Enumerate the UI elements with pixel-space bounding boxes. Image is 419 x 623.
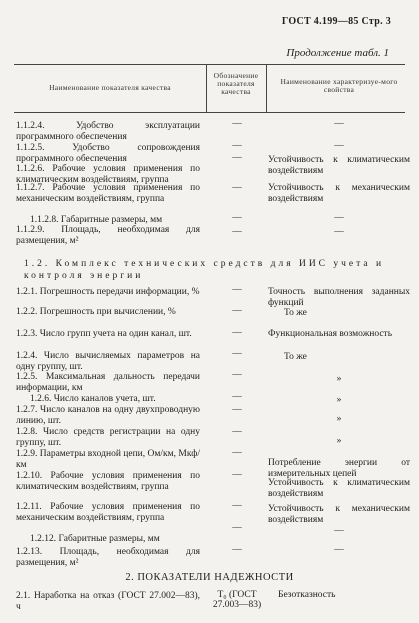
section-2-heading: 2. ПОКАЗАТЕЛИ НАДЕЖНОСТИ (125, 572, 294, 583)
column-header-quality-indicator: Наименование показателя качества (49, 83, 171, 92)
row-1-2-2-property: То же (284, 308, 307, 318)
row-1-2-5-property: » (336, 374, 342, 384)
row-1-2-3-name: 1.2.3. Число групп учета на один канал, шт. (16, 329, 192, 339)
row-1-2-6-name: 1.2.6. Число каналов учета, шт. (30, 394, 156, 404)
row-1-2-11-property: Устойчивость к механическим воздействиям (268, 504, 410, 525)
column-divider-2 (266, 64, 267, 112)
row-1-2-13-name-visible: 1.2.13. Площадь, необходимая для размещения, м² (16, 547, 200, 568)
row-1-1-2-6-name: 1.1.2.6. Рабочие условия применения по климатическим воздействиям, группа (16, 164, 200, 185)
table-continuation-label: Продолжение табл. 1 (286, 47, 389, 59)
row-1-2-1-name: 1.2.1. Погрешность передачи информации, % (16, 287, 200, 297)
table-header-rule (14, 112, 405, 113)
row-1-2-7-property: » (336, 414, 342, 424)
row-2-1-name: 2.1. Наработка на отказ (ГОСТ 27.002—83), ч (16, 591, 200, 612)
row-1-1-2-4-designation: — (232, 119, 242, 129)
row-1-2-8-property: » (336, 436, 342, 446)
row-1-1-2-9-property: — (334, 227, 344, 237)
row-1-2-13-property: — (334, 545, 344, 555)
row-1-1-2-7-property: Устойчивость к механическим воздействиям (268, 183, 410, 204)
row-1-1-2-4-property: — (334, 119, 344, 129)
row-1-2-4-property: То же (284, 352, 307, 362)
row-1-2-6-property: » (336, 395, 342, 405)
row-1-1-2-7-name: 1.1.2.7. Рабочие условия применения по механическим воздействиям, группа (16, 183, 200, 204)
column-header-designation: Обозначение показателя качества (213, 71, 259, 96)
column-header-property: Наименование характеризуе-мого свойства (280, 77, 398, 94)
row-1-1-2-8-name: 1.1.2.8. Габаритные размеры, мм (30, 215, 163, 225)
row-1-1-2-8-property: — (334, 213, 344, 223)
row-1-2-10-designation: — (232, 470, 242, 480)
row-1-2-4-designation: — (232, 349, 242, 359)
row-1-2-1-designation: — (232, 285, 242, 295)
row-1-2-8-name: 1.2.8. Число средств регистрации на одну группу, шт. (16, 427, 200, 448)
table-top-rule (14, 64, 405, 65)
row-1-2-3-designation: — (232, 328, 242, 338)
section-1-2-heading: 1.2. Комплекс технических средств для ИИС учета и контроля энергии (24, 259, 385, 281)
row-1-2-2-designation: — (232, 306, 242, 316)
row-2-1-designation: T₀ (ГОСТ 27.003—83) (212, 590, 262, 610)
row-1-2-9-property: Потребление энергии от измерительных цепей (268, 458, 410, 479)
row-1-2-7-designation: — (232, 405, 242, 415)
row-1-2-11-name: 1.2.11. Рабочие условия применения по механическим воздействиям, группа (16, 502, 200, 523)
row-1-2-3-property: Функциональная возможность (268, 329, 393, 339)
row-1-2-2-name: 1.2.2. Погрешность при вычислении, % (16, 307, 176, 317)
row-2-1-property: Безотказность (278, 590, 336, 600)
row-1-1-2-6-designation: — (232, 153, 242, 163)
row-1-1-2-5-designation: — (232, 141, 242, 151)
page-header: ГОСТ 4.199—85 Стр. 3 (281, 16, 391, 27)
row-1-2-10-property: Устойчивость к климатическим воздействиям (268, 478, 410, 499)
row-1-2-10-name: 1.2.10. Рабочие условия применения по климатическим воздействиям, группа (16, 471, 200, 492)
row-1-2-11-designation: — (232, 501, 242, 511)
row-1-2-9-designation: — (232, 448, 242, 458)
row-1-2-9-name: 1.2.9. Параметры входной цепи, Ом/км, Мкф/км (16, 449, 201, 470)
row-1-2-12-designation: — (232, 523, 242, 533)
row-1-1-2-8-designation: — (232, 213, 242, 223)
row-1-1-2-4-name: 1.1.2.4. Удобство эксплуатации программного обеспечения (16, 121, 200, 142)
row-1-1-2-9-designation: — (232, 227, 242, 237)
row-1-2-5-designation: — (232, 370, 242, 380)
row-1-2-8-designation: — (232, 427, 242, 437)
row-1-2-12-property: — (334, 526, 344, 536)
row-1-2-5-name: 1.2.5. Максимальная дальность передачи информации, км (16, 372, 200, 393)
row-1-2-12-name: 1.2.12. Габаритные размеры, мм (30, 534, 160, 544)
row-1-1-2-5-name: 1.1.2.5. Удобство сопровождения программного обеспечения (16, 143, 200, 164)
row-1-2-6-designation: — (232, 392, 242, 402)
row-1-1-2-5-property: — (334, 141, 344, 151)
row-1-1-2-6-property: Устойчивость к климатическим воздействиям (268, 155, 410, 176)
row-1-2-4-name: 1.2.4. Число вычисляемых параметров на одну группу, шт. (16, 351, 200, 372)
row-1-2-1-property: Точность выполнения заданных функций (268, 287, 410, 308)
row-1-2-7-name: 1.2.7. Число каналов на одну двухпроводную линию, шт. (16, 405, 200, 426)
column-divider-1 (206, 64, 207, 112)
row-1-1-2-9-name: 1.1.2.9. Площадь, необходимая для размещения, м² (16, 225, 200, 246)
row-1-2-13-designation: — (232, 545, 242, 555)
row-1-1-2-7-designation: — (232, 183, 242, 193)
